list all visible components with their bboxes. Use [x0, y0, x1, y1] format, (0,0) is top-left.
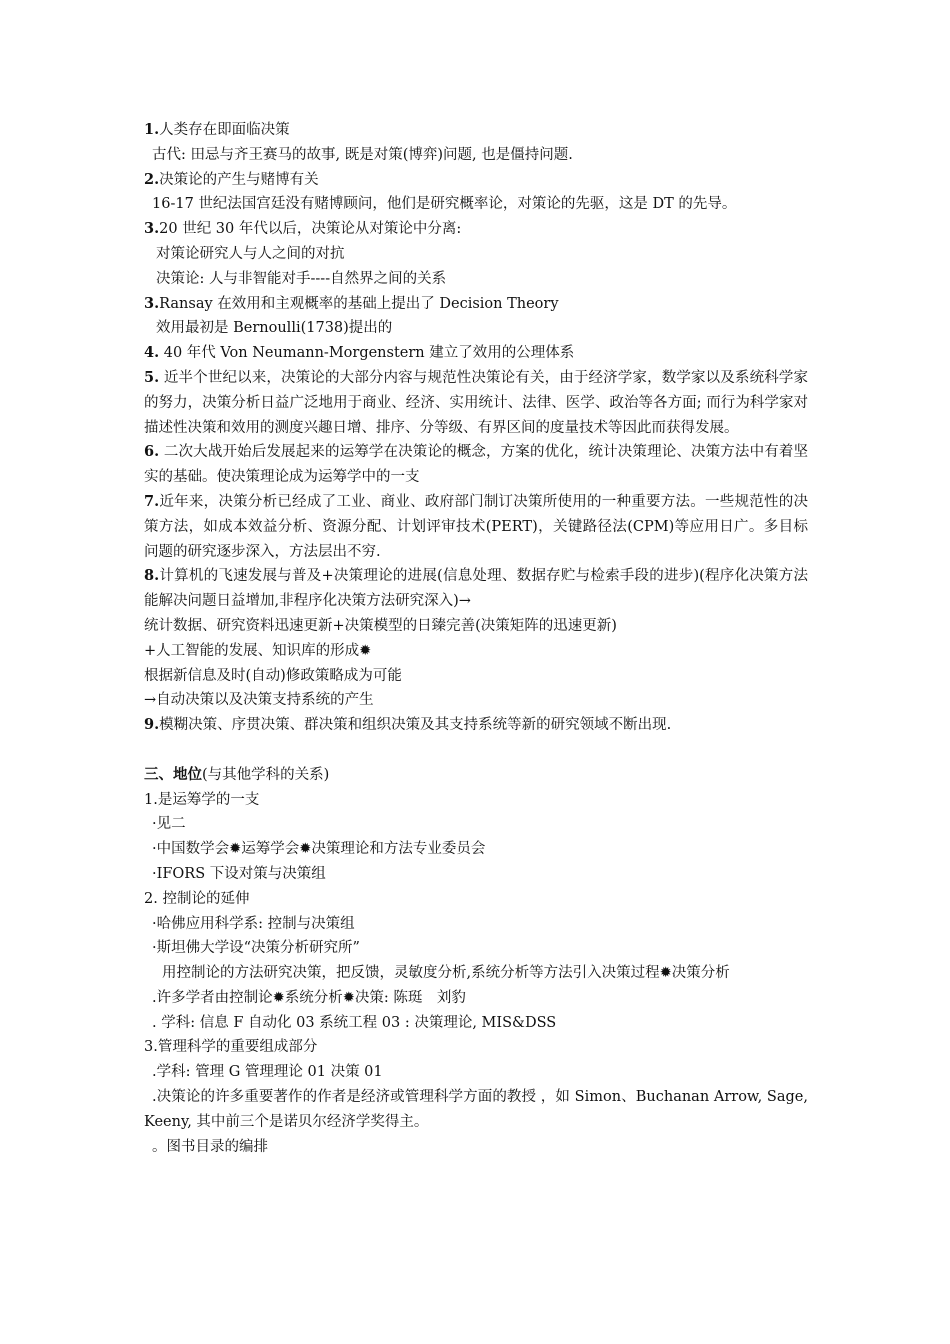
item-9: 9.模糊决策、序贯决策、群决策和组织决策及其支持系统等新的研究领域不断出现.: [144, 716, 672, 734]
item-3: 3.20 世纪 30 年代以后，决策论从对策论中分离:: [144, 220, 462, 238]
section-heading: 三、地位(与其他学科的关系): [144, 765, 330, 783]
item-4: 4. 40 年代 Von Neumann-Morgenstern 建立了效用的公理体系: [144, 344, 575, 362]
status-item-3-a: .学科: 管理 G 管理理论 01 决策 01: [152, 1064, 383, 1081]
item-2-detail: 16-17 世纪法国宫廷没有赌博顾问，他们是研究概率论，对策论的先驱，这是 DT 的先导。: [152, 196, 737, 213]
item-3-detail-2: 决策论: 人与非智能对手----自然界之间的关系: [156, 270, 447, 287]
item-3b-detail: 效用最初是 Bernoulli(1738)提出的: [156, 320, 393, 337]
item-8-detail-2: +人工智能的发展、知识库的形成✹: [144, 642, 372, 659]
status-item-1: 1.是运筹学的一支: [144, 791, 260, 808]
item-7: 7.近年来，决策分析已经成了工业、商业、政府部门制订决策所使用的一种重要方法。一些规范性的决策方法，如成本效益分析、资源分配、计划评审技术(PERT)，关键路径法(CPM)等应用日广。多目标问题的研究逐步深入，方法层出不穷.: [144, 492, 808, 560]
item-8: 8.计算机的飞速发展与普及+决策理论的进展(信息处理、数据存贮与检索手段的进步)(程序化决策方法能解决问题日益增加,非程序化决策方法研究深入)→: [144, 567, 808, 610]
status-item-3-c: 。图书目录的编排: [152, 1138, 268, 1155]
item-8-detail-1: 统计数据、研究资料迅速更新+决策模型的日臻完善(决策矩阵的迅速更新): [144, 617, 617, 634]
status-item-2-a: ·哈佛应用科学系: 控制与决策组: [152, 915, 355, 932]
item-2: 2.决策论的产生与赌博有关: [144, 170, 319, 188]
item-8-detail-4: →自动决策以及决策支持系统的产生: [144, 692, 374, 709]
status-item-2-c: 用控制论的方法研究决策，把反馈，灵敏度分析,系统分析等方法引入决策过程✹决策分析: [162, 965, 730, 982]
item-5: 5. 近半个世纪以来，决策论的大部分内容与规范性决策论有关，由于经济学家，数学家以及系统科学家的努力，决策分析日益广泛地用于商业、经济、实用统计、法律、医学、政治等各方面; 而行为科学家对描述性决策和效用的测度兴趣日增、排序、分等级、有界区间的度量技术等因此而获得发展。: [144, 368, 808, 436]
status-item-3: 3.管理科学的重要组成部分: [144, 1039, 318, 1056]
document-page: [144, 118, 808, 1159]
status-item-1-c: ·IFORS 下设对策与决策组: [152, 865, 326, 882]
item-8-detail-3: 根据新信息及时(自动)修政策略成为可能: [144, 667, 402, 684]
status-item-1-b: ·中国数学会✹运筹学会✹决策理论和方法专业委员会: [152, 841, 486, 858]
status-item-2-b: ·斯坦佛大学设“决策分析研究所”: [152, 940, 360, 957]
spacer: [144, 738, 808, 763]
item-6: 6. 二次大战开始后发展起来的运筹学在决策论的概念，方案的优化，统计决策理论、决策方法中有着坚实的基础。使决策理论成为运筹学中的一支: [144, 443, 808, 486]
item-3b: 3.Ransay 在效用和主观概率的基础上提出了 Decision Theory: [144, 294, 559, 312]
item-1: 1.人类存在即面临决策: [144, 121, 290, 138]
item-3-detail-1: 对策论研究人与人之间的对抗: [156, 245, 345, 262]
item-1-detail: 古代: 田忌与齐王赛马的故事, 既是对策(博弈)问题, 也是僵持问题.: [152, 146, 573, 163]
status-item-2-d: .许多学者由控制论✹系统分析✹决策: 陈珽 刘豹: [152, 989, 466, 1006]
status-item-1-a: ·见二: [152, 816, 186, 833]
status-item-2: 2. 控制论的延伸: [144, 890, 250, 907]
status-item-3-b: .决策论的许多重要著作的作者是经济或管理科学方面的教授 ，如 Simon、Buchanan Arrow, Sage, Keeny, 其中前三个是诺贝尔经济学奖得主。: [144, 1089, 808, 1130]
status-item-2-e: . 学科: 信息 F 自动化 03 系统工程 03 : 决策理论, MIS&DSS: [152, 1014, 557, 1031]
